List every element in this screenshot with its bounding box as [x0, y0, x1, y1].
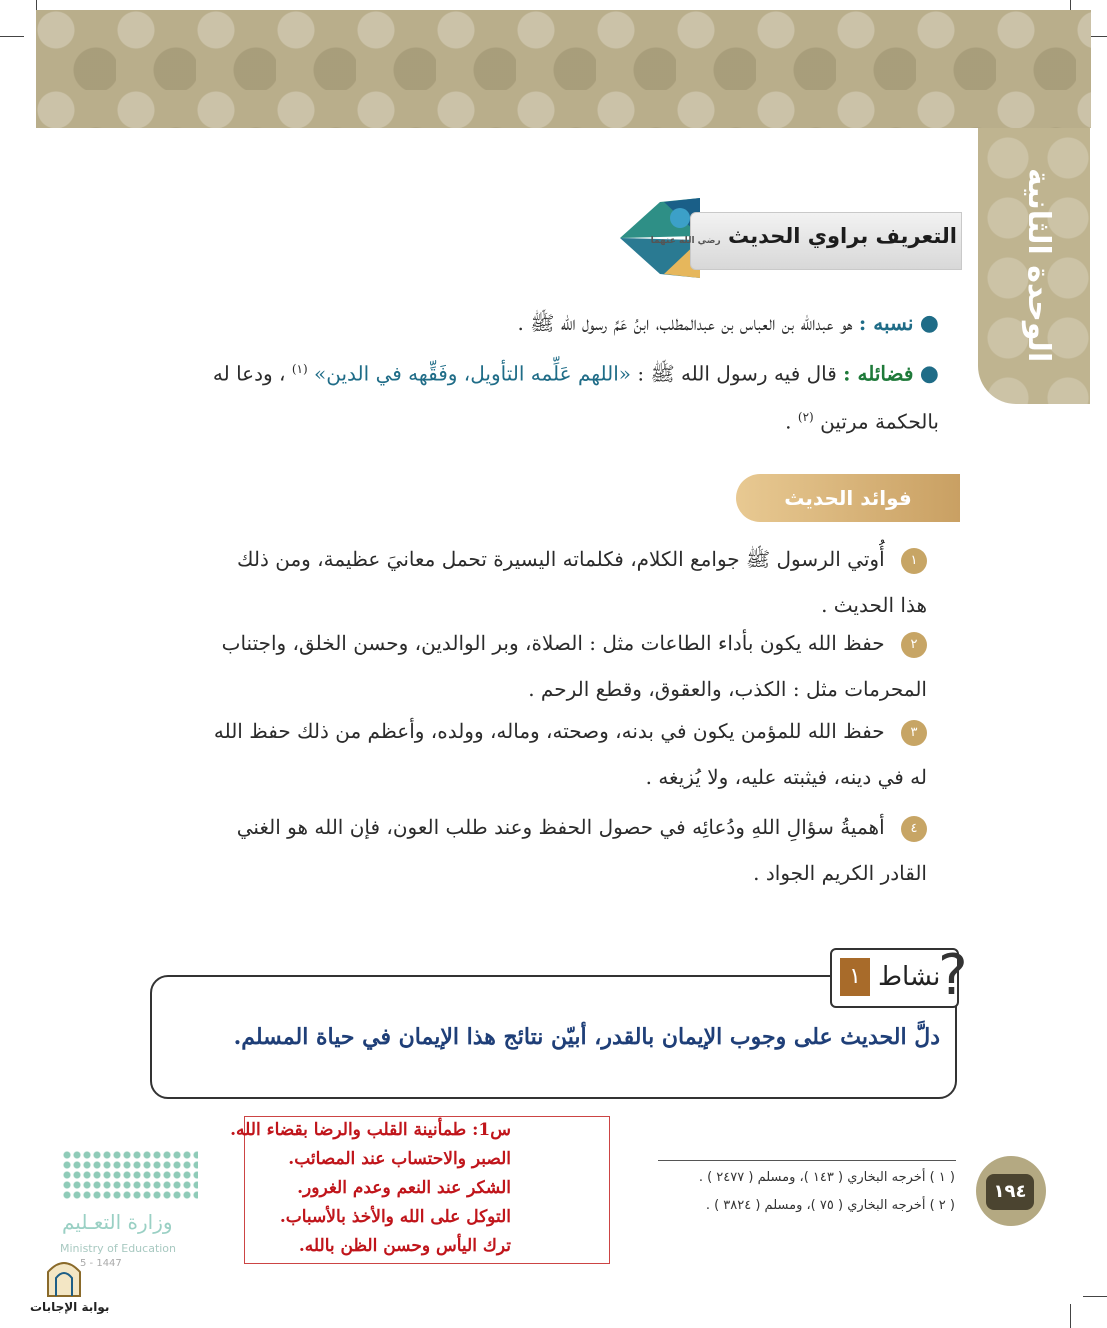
activity-number: ١ [840, 958, 870, 996]
fadail-quote: «اللهم عَلِّمه التأويل، وفَقِّهه في الدين» [314, 361, 631, 386]
benefits-heading: فوائد الحديث [736, 474, 960, 522]
nasab-label: نسبه : [858, 311, 914, 335]
bullet-icon: ● [919, 361, 939, 387]
crop-mark [0, 36, 24, 37]
fadail-post: ، ودعا له [212, 361, 286, 386]
fadail-pre: قال فيه رسول الله ﷺ : [630, 361, 837, 386]
activity-question: دلَّ الحديث على وجوب الإيمان بالقدر، أبيّن نتائج هذا الإيمان في حياة المسلم. [233, 1024, 940, 1050]
fadail-line-2 [159, 394, 939, 445]
crop-mark [1083, 1296, 1107, 1297]
answer-line: س1: طمأنينة القلب والرضا بقضاء الله. [230, 1120, 511, 1140]
footnote-ref-2: (٢) [797, 410, 814, 424]
page-number: ١٩٤ [986, 1174, 1034, 1210]
benefit-item [207, 804, 927, 896]
fadail-line2-end: . [785, 409, 792, 434]
ministry-year: 5 - 1447 [80, 1258, 122, 1269]
answer-line: التوكل على الله والأخذ بالأسباب. [279, 1207, 511, 1227]
activity-label: نشاط [878, 962, 941, 992]
ministry-logo-icon [62, 1150, 198, 1200]
number-badge-icon: ٣ [901, 720, 927, 746]
answer-line: الشكر عند النعم وعدم الغرور. [297, 1178, 511, 1198]
answer-line: ترك اليأس وحسن الظن بالله. [298, 1236, 511, 1256]
benefit-text: أهميةُ سؤالِ اللهِ ودُعائِه في حصول الحفظ وعند طلب العون، فإن الله هو الغني القادر الكريم الجواد . [236, 815, 927, 885]
fadail-label: فضائله : [843, 361, 914, 386]
question-mark-icon: ? [938, 943, 968, 1008]
benefit-item [207, 708, 927, 800]
section-title [651, 224, 957, 248]
fadail-line2: بالحكمة مرتين [820, 409, 939, 434]
number-badge-icon: ٤ [901, 816, 927, 842]
crop-mark [1070, 1304, 1071, 1328]
benefit-text: أُوتي الرسول ﷺ جوامع الكلام، فكلماته اليسيرة تحمل معانيَ عظيمة، ومن ذلك هذا الحديث . [237, 547, 927, 617]
nasab-text: هو عبدالله بن العباس بن عبدالمطلب، ابنُ عَمِّ رسول الله ﷺ . [517, 311, 853, 335]
answer-line: الصبر والاحتساب عند المصائب. [288, 1149, 511, 1169]
ministry-name-en: Ministry of Education [60, 1242, 177, 1255]
footnote-ref-1: (١) [291, 362, 308, 376]
portal-logo-icon [44, 1256, 84, 1298]
footnote-divider [658, 1160, 956, 1161]
number-badge-icon: ١ [901, 548, 927, 574]
bullet-icon: ● [919, 311, 939, 336]
ministry-name-ar: وزارة التعـليم [62, 1210, 173, 1234]
honorific: رضي الله عنهما [650, 236, 721, 246]
benefit-item [207, 620, 927, 712]
number-badge-icon: ٢ [901, 632, 927, 658]
benefit-text: حفظ الله للمؤمن يكون في بدنه، وصحته، وماله، وولده، وأعظم من ذلك حفظ الله له في دينه، فيثبته عليه، ولا يُزيغه . [213, 719, 927, 789]
fadail-line [159, 346, 939, 398]
footnote: ( ٢ ) أخرجه البخاري ( ٧٥ )، ومسلم ( ٣٨٢٤ ) . [705, 1198, 955, 1213]
unit-label: الوحدة الثانية [1021, 167, 1056, 363]
benefit-text: حفظ الله يكون بأداء الطاعات مثل : الصلاة، وبر الوالدين، وحسن الخلق، واجتناب المحرمات مثل : الكذب، والعقوق، وقطع الرحم . [221, 631, 927, 701]
header-banner [36, 10, 1091, 128]
benefit-item [207, 536, 927, 628]
footnote: ( ١ ) أخرجه البخاري ( ١٤٣ )، ومسلم ( ٢٤٧٧ ) . [698, 1170, 955, 1185]
section-title-text: التعريف براوي الحديث [727, 224, 957, 248]
portal-name: بوابة الإجابات [30, 1300, 110, 1314]
nasab-line [159, 300, 939, 347]
